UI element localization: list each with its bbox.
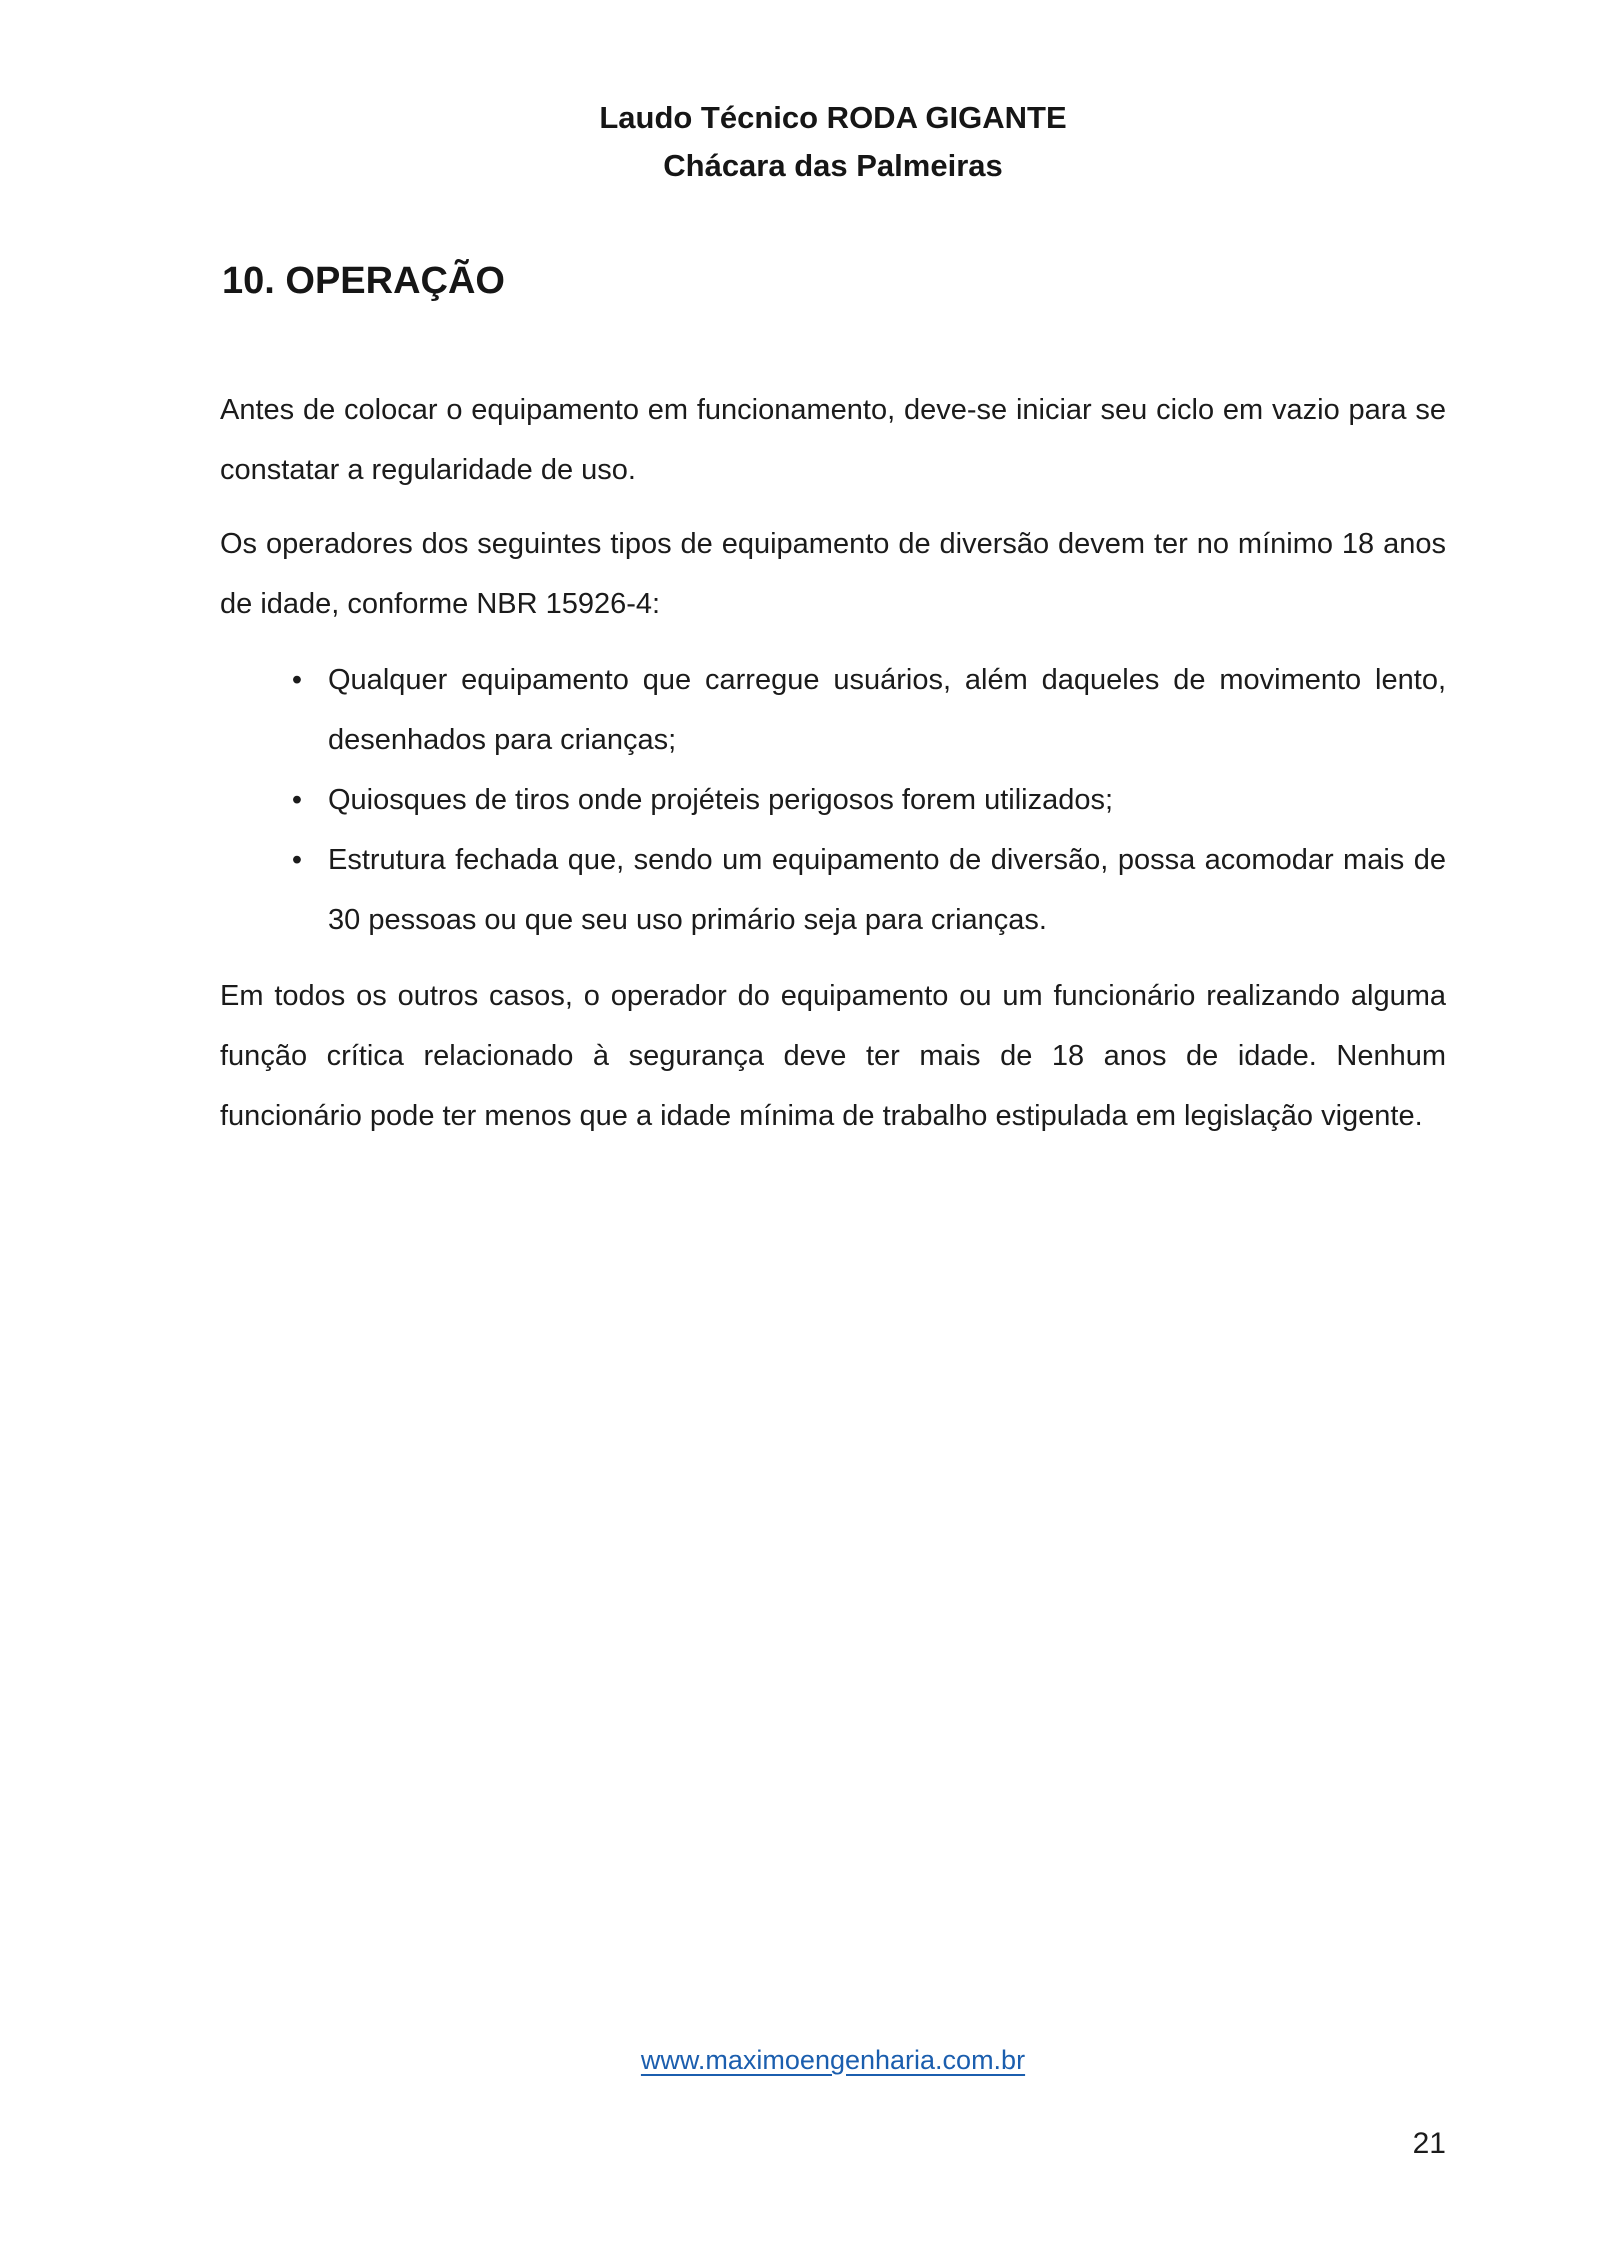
list-item-text: Quiosques de tiros onde projéteis perigosos forem utilizados;: [328, 784, 1114, 816]
paragraph-intro: Antes de colocar o equipamento em funcionamento, deve-se iniciar seu ciclo em vazio para se constatar a regularidade de uso.: [220, 394, 1446, 486]
bullet-icon: •: [291, 784, 303, 816]
list-item-text: Estrutura fechada que, sendo um equipamento de diversão, possa acomodar mais de 30 pessoas ou que seu uso primário seja para crianças.: [328, 844, 1446, 936]
list-item: [291, 830, 1446, 950]
list-item: [291, 770, 1446, 830]
report-subtitle: Chácara das Palmeiras: [663, 148, 1003, 183]
bullet-icon: •: [291, 844, 303, 876]
document-footer: [220, 2038, 1446, 2082]
section-heading: 10. OPERAÇÃO: [222, 260, 505, 302]
list-item-text: Qualquer equipamento que carregue usuários, além daqueles de movimento lento, desenhados para crianças;: [328, 664, 1446, 756]
bullet-list: [220, 650, 1446, 950]
bullet-icon: •: [291, 664, 303, 696]
footer-website-link[interactable]: www.maximoengenharia.com.br: [640, 2045, 1026, 2075]
paragraph-operators: Os operadores dos seguintes tipos de equipamento de diversão devem ter no mínimo 18 anos de idade, conforme NBR 15926-4:: [220, 528, 1446, 620]
report-title: Laudo Técnico RODA GIGANTE: [599, 100, 1067, 135]
paragraph-other-cases: Em todos os outros casos, o operador do equipamento ou um funcionário realizando alguma função crítica relacionado à segurança deve ter mais de 18 anos de idade. Nenhum funcionário pode ter menos que a idade mínima de trabalho estipulada em legislação vigente.: [220, 980, 1446, 1132]
document-body: [220, 380, 1446, 1160]
page-number: 21: [1412, 2127, 1446, 2160]
document-header: [220, 94, 1446, 190]
list-item: [291, 650, 1446, 770]
